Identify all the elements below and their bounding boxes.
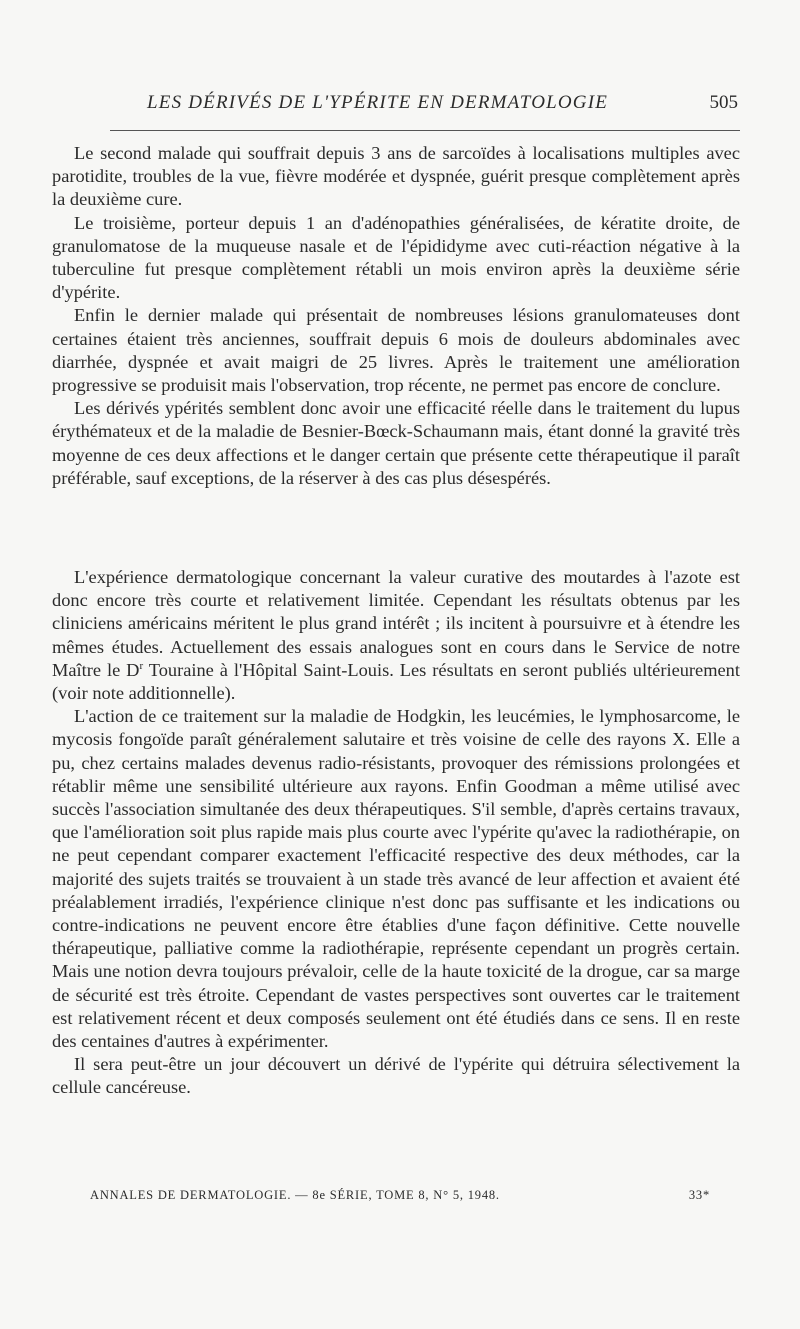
paragraph: Le second malade qui souffrait depuis 3 ans de sarcoïdes à localisations multiples avec parotidite, troubles de la vue, fièvre modérée et dyspnée, guérit presque complètement après la deuxième cure.: [52, 143, 740, 210]
header-rule: [110, 130, 740, 131]
paragraph: Le troisième, porteur depuis 1 an d'adénopathies généralisées, de kératite droite, de granulomatose de la muqueuse nasale et de l'épididyme avec cuti-réaction négative à la tuberculine fut presque complètement rétabli un mois environ après la deuxième série d'ypérite.: [52, 212, 740, 303]
paragraph-text: L'expérience dermatologique concernant la valeur curative des moutardes à l'azote est donc encore très courte et relativement limitée. Cependant les résultats obtenus par les cliniciens américains méritent le plus grand intérêt ; ils incitent à poursuivre et à étendre les mêmes études. Actuellement des essais analogues sont en cours dans le Service de notre Maître le D: [52, 567, 740, 680]
running-title: LES DÉRIVÉS DE L'YPÉRITE EN DERMATOLOGIE: [147, 92, 609, 113]
paragraph: Il sera peut-être un jour découvert un dérivé de l'ypérite qui détruira sélectivement la cellule cancéreuse.: [52, 1054, 740, 1098]
superscript: r: [139, 659, 144, 672]
body-section-2: [52, 566, 740, 1100]
sheet-number: 33*: [688, 1188, 710, 1202]
journal-citation: ANNALES DE DERMATOLOGIE. — 8e SÉRIE, TOME 8, N° 5, 1948.: [90, 1188, 500, 1202]
page-footer: [90, 1188, 710, 1203]
body-section-1: [52, 142, 740, 490]
page-header: [52, 92, 740, 122]
paragraph: Enfin le dernier malade qui présentait de nombreuses lésions granulomateuses dont certaines étaient très anciennes, souffrait depuis 6 mois de douleurs abdominales avec diarrhée, dyspnée et avait maigri de 25 livres. Après le traitement une amélioration progressive se produisit mais l'observation, trop récente, ne permet pas encore de conclure.: [52, 305, 740, 396]
paragraph: L'action de ce traitement sur la maladie de Hodgkin, les leucémies, le lymphosarcome, le mycosis fongoïde paraît généralement salutaire et très voisine de celle des rayons X. Elle a pu, chez certains malades devenus radio-résistants, provoquer des rémissions prolongées et rétablir même une sensibilité ultérieure aux rayons. Enfin Goodman a même utilisé avec succès l'association simultanée des deux thérapeutiques. S'il semble, d'après certains travaux, que l'amélioration soit plus rapide mais plus courte avec l'ypérite qu'avec la radiothérapie, on ne peut cependant comparer exactement l'efficacité respective des deux méthodes, car la majorité des sujets traités se trouvaient à un stade très avancé de leur affection et avaient été préalablement irradiés, l'expérience clinique n'est donc pas suffisante et les indications ou contre-indications ne peuvent encore être établies d'une façon définitive. Cette nouvelle thérapeutique, palliative comme la radiothérapie, représente cependant un progrès certain. Mais une notion devra toujours prévaloir, celle de la haute toxicité de la drogue, car sa marge de sécurité est très étroite. Cependant de vastes perspectives sont ouvertes car le traitement est relativement récent et deux composés seulement ont été étudiés dans ce sens. Il en reste des centaines d'autres à expérimenter.: [52, 706, 740, 1052]
paragraph-text: Touraine à l'Hôpital Saint-Louis. Les résultats en seront publiés ultérieurement (voir note additionnelle).: [52, 659, 740, 704]
paragraph: Les dérivés ypérités semblent donc avoir une efficacité réelle dans le traitement du lupus érythémateux et de la maladie de Besnier-Bœck-Schaumann mais, étant donné la gravité très moyenne de ces deux affections et le danger certain que présente cette thérapeutique il paraît préférable, sauf exceptions, de la réserver à des cas plus désespérés.: [52, 398, 740, 488]
paragraph: [52, 566, 740, 705]
page-number: 505: [709, 92, 738, 113]
